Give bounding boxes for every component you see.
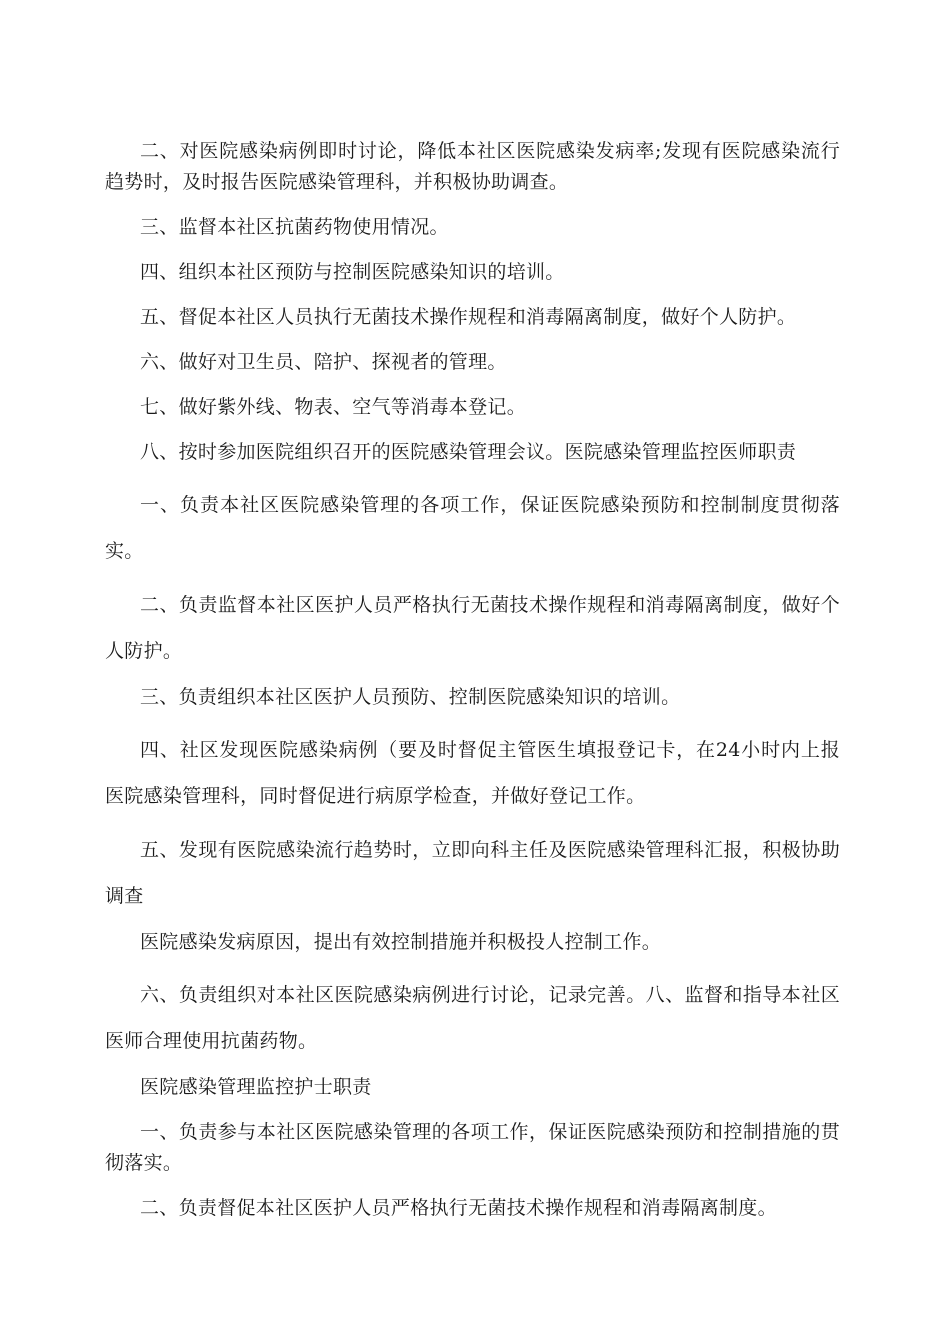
paragraph: 五、督促本社区人员执行无菌技术操作规程和消毒隔离制度，做好个人防护。 <box>140 306 797 328</box>
paragraph: 八、按时参加医院组织召开的医院感染管理会议。医院感染管理监控医师职责 <box>140 441 797 463</box>
paragraph: 二、负责督促本社区医护人员严格执行无菌技术操作规程和消毒隔离制度。 <box>140 1197 777 1219</box>
paragraph: 一、负责本社区医院感染管理的各项工作，保证医院感染预防和控制制度贯彻落实。 <box>105 494 840 562</box>
paragraph: 六、负责组织对本社区医院感染病例进行讨论，记录完善。八、监督和指导本社区医师合理使用抗菌药物。 <box>105 984 840 1052</box>
paragraph: 四、社区发现医院感染病例（要及时督促主管医生填报登记卡，在24小时内上报医院感染管理科，同时督促进行病原学检查，并做好登记工作。 <box>105 739 840 807</box>
paragraph: 一、负责参与本社区医院感染管理的各项工作，保证医院感染预防和控制措施的贯彻落实。 <box>105 1121 840 1174</box>
paragraph: 四、组织本社区预防与控制医院感染知识的培训。 <box>140 261 565 283</box>
document-body <box>105 136 840 1238</box>
paragraph: 医院感染发病原因，提出有效控制措施并积极投人控制工作。 <box>140 931 662 953</box>
paragraph: 三、负责组织本社区医护人员预防、控制医院感染知识的培训。 <box>140 686 681 708</box>
paragraph: 二、负责监督本社区医护人员严格执行无菌技术操作规程和消毒隔离制度，做好个人防护。 <box>105 594 840 662</box>
paragraph: 三、监督本社区抗菌药物使用情况。 <box>140 216 449 238</box>
paragraph: 五、发现有医院感染流行趋势时，立即向科主任及医院感染管理科汇报，积极协助调查 <box>105 839 840 907</box>
section-heading: 医院感染管理监控护士职责 <box>140 1076 372 1098</box>
paragraph: 六、做好对卫生员、陪护、探视者的管理。 <box>140 351 507 373</box>
paragraph: 二、对医院感染病例即时讨论，降低本社区医院感染发病率;发现有医院感染流行趋势时，及时报告医院感染管理科，并积极协助调查。 <box>105 140 840 193</box>
paragraph: 七、做好紫外线、物表、空气等消毒本登记。 <box>140 396 527 418</box>
